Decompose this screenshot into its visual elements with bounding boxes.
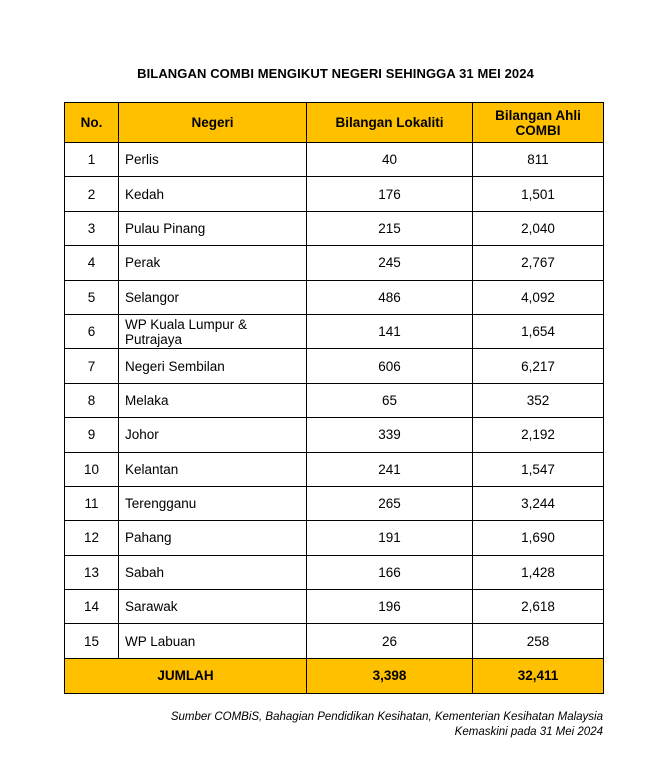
table-row [65,314,604,348]
cell-negeri: Perak [119,246,307,280]
source-note [171,710,603,740]
header-lokaliti: Bilangan Lokaliti [307,103,473,143]
cell-negeri: Pulau Pinang [119,211,307,245]
table-row [65,143,604,177]
cell-ahli: 4,092 [473,280,604,314]
cell-no: 6 [65,314,119,348]
cell-lokaliti: 241 [307,452,473,486]
cell-lokaliti: 339 [307,418,473,452]
cell-ahli: 2,767 [473,246,604,280]
table-header-row [65,103,604,143]
table-row [65,418,604,452]
cell-no: 14 [65,590,119,624]
header-no: No. [65,103,119,143]
cell-no: 13 [65,555,119,589]
cell-ahli: 1,547 [473,452,604,486]
cell-ahli: 1,654 [473,314,604,348]
cell-lokaliti: 265 [307,486,473,520]
cell-ahli: 2,192 [473,418,604,452]
table-row [65,521,604,555]
table-row [65,280,604,314]
total-label: JUMLAH [65,658,307,693]
cell-lokaliti: 141 [307,314,473,348]
table-row [65,177,604,211]
cell-lokaliti: 486 [307,280,473,314]
cell-ahli: 3,244 [473,486,604,520]
cell-no: 5 [65,280,119,314]
cell-negeri: Johor [119,418,307,452]
table-row [65,624,604,658]
cell-negeri: Sabah [119,555,307,589]
cell-negeri: WP Kuala Lumpur & Putrajaya [119,314,307,348]
cell-ahli: 1,690 [473,521,604,555]
cell-no: 8 [65,383,119,417]
cell-no: 1 [65,143,119,177]
cell-ahli: 1,428 [473,555,604,589]
source-line: Sumber COMBiS, Bahagian Pendidikan Kesihatan, Kementerian Kesihatan Malaysia [170,711,603,723]
cell-ahli: 2,040 [473,211,604,245]
table-body [65,143,604,659]
cell-negeri: Pahang [119,521,307,555]
cell-negeri: Negeri Sembilan [119,349,307,383]
total-lokaliti: 3,398 [307,658,473,693]
page-title: BILANGAN COMBI MENGIKUT NEGERI SEHINGGA 31 MEI 2024 [137,66,534,81]
cell-negeri: Melaka [119,383,307,417]
cell-lokaliti: 215 [307,211,473,245]
cell-no: 7 [65,349,119,383]
cell-negeri: Selangor [119,280,307,314]
table-row [65,349,604,383]
table-row [65,211,604,245]
cell-no: 12 [65,521,119,555]
table-row [65,452,604,486]
header-negeri: Negeri [119,103,307,143]
cell-lokaliti: 26 [307,624,473,658]
table-row [65,383,604,417]
cell-negeri: Perlis [119,143,307,177]
cell-no: 10 [65,452,119,486]
table-row [65,246,604,280]
cell-ahli: 1,501 [473,177,604,211]
cell-ahli: 352 [473,383,604,417]
cell-negeri: Sarawak [119,590,307,624]
cell-no: 11 [65,486,119,520]
total-row [65,658,604,693]
header-ahli: Bilangan Ahli COMBI [473,103,604,143]
cell-no: 15 [65,624,119,658]
table-row [65,590,604,624]
cell-no: 9 [65,418,119,452]
cell-no: 2 [65,177,119,211]
cell-ahli: 811 [473,143,604,177]
updated-line: Kemaskini pada 31 Mei 2024 [454,726,603,738]
cell-no: 3 [65,211,119,245]
cell-lokaliti: 196 [307,590,473,624]
cell-lokaliti: 40 [307,143,473,177]
cell-lokaliti: 245 [307,246,473,280]
total-ahli: 32,411 [473,658,604,693]
cell-lokaliti: 606 [307,349,473,383]
table-row [65,486,604,520]
cell-lokaliti: 166 [307,555,473,589]
cell-ahli: 258 [473,624,604,658]
cell-negeri: Kedah [119,177,307,211]
cell-lokaliti: 191 [307,521,473,555]
cell-no: 4 [65,246,119,280]
table-row [65,555,604,589]
cell-lokaliti: 65 [307,383,473,417]
cell-lokaliti: 176 [307,177,473,211]
cell-negeri: Kelantan [119,452,307,486]
cell-negeri: Terengganu [119,486,307,520]
combi-table [64,102,604,694]
cell-ahli: 6,217 [473,349,604,383]
cell-negeri: WP Labuan [119,624,307,658]
cell-ahli: 2,618 [473,590,604,624]
